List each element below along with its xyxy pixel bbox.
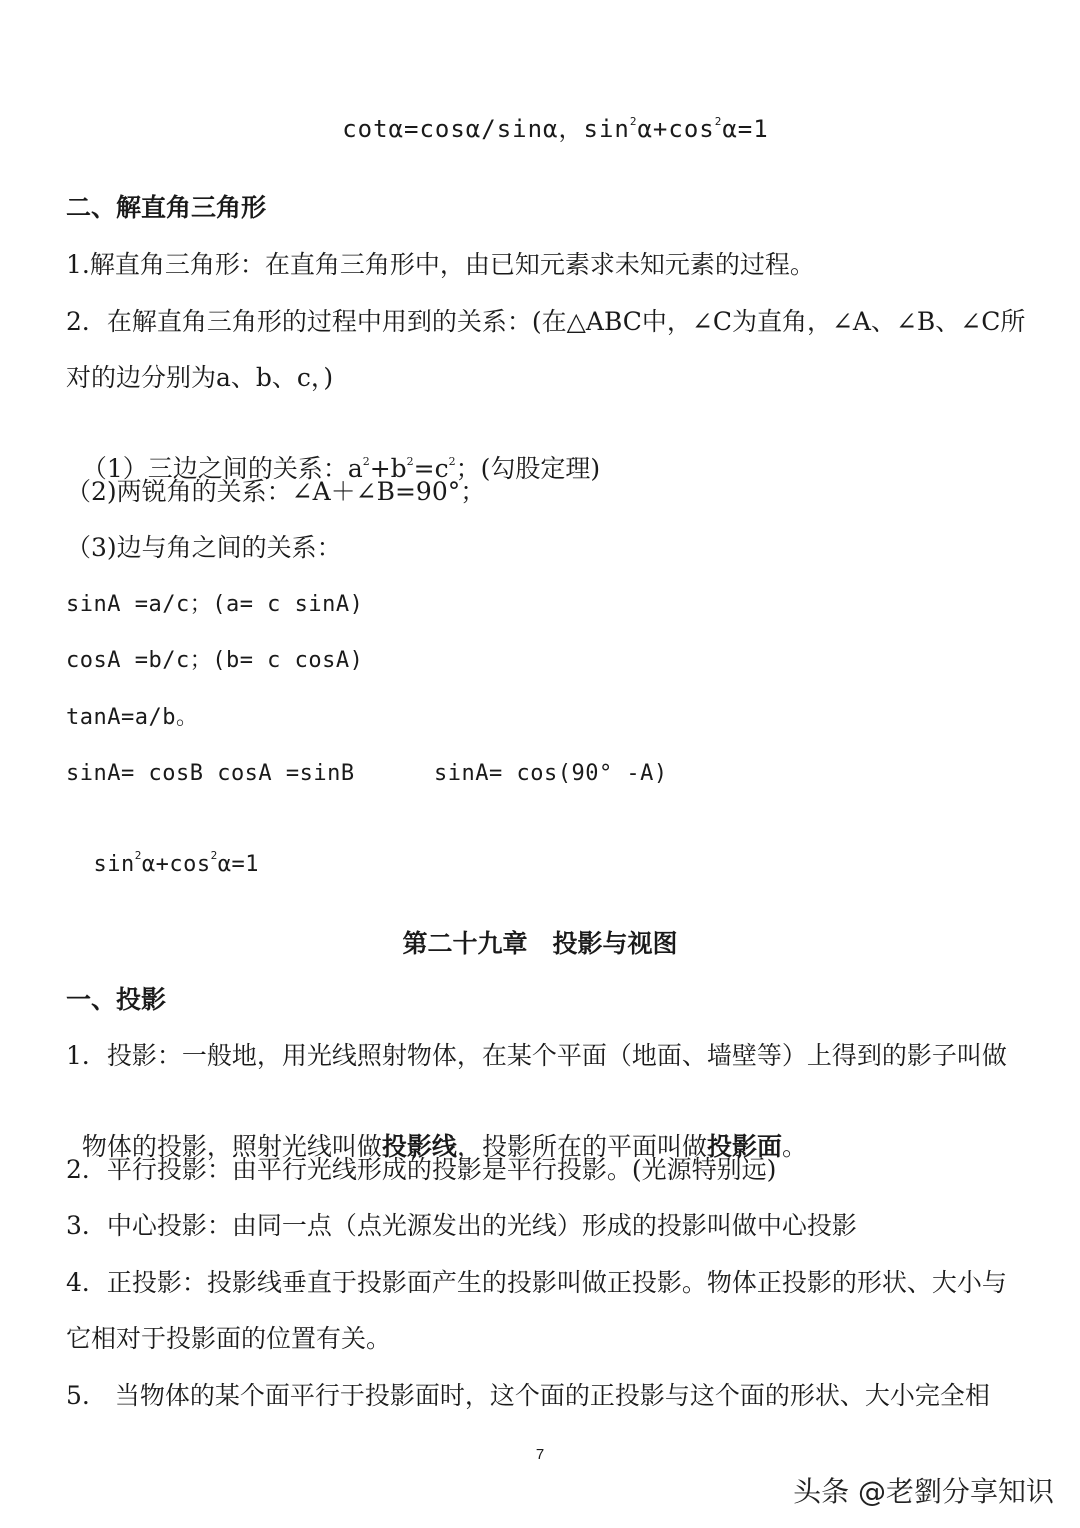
section-1-title: 一、投影 — [66, 985, 167, 1014]
formula-pythagorean — [66, 814, 259, 882]
formula-part: α=1 — [722, 115, 769, 143]
p1-text: ，投影所在的平面叫做 — [456, 1132, 707, 1161]
superscript: 2 — [362, 455, 370, 468]
superscript: 2 — [448, 455, 456, 468]
relation-2: （2)两锐角的关系：∠A＋∠B=90°； — [66, 477, 486, 506]
p3: 3．中心投影：由同一点（点光源发出的光线）形成的投影叫做中心投影 — [66, 1211, 857, 1240]
superscript: 2 — [406, 455, 414, 468]
p1-text: 物体的投影，照射光线叫做 — [81, 1132, 382, 1161]
formula-complement-left: sinA= cosB cosA =sinB — [66, 761, 355, 786]
formula-part: cotα=cosα/sinα，sin — [342, 115, 630, 143]
superscript: 2 — [714, 115, 723, 128]
superscript: 2 — [629, 115, 638, 128]
formula-sin: sinA =a/c；(a= c sinA) — [66, 592, 364, 617]
formula-cos: cosA =b/c；(b= c cosA) — [66, 648, 364, 673]
formula-part: sin — [93, 852, 135, 877]
watermark: 头条 @老劉分享知识 — [793, 1475, 1054, 1508]
relation-text: ；(勾股定理) — [455, 454, 601, 483]
p2: 2．平行投影：由平行光线形成的投影是平行投影。(光源特别远) — [66, 1155, 777, 1184]
page-number: 7 — [535, 1446, 545, 1463]
relation-text: （1）三边之间的关系：a — [81, 454, 363, 483]
formula-complement-right: sinA= cos(90° -A) — [434, 761, 668, 786]
p1-text: 。 — [781, 1132, 807, 1161]
relation-text: =c — [413, 454, 449, 483]
s2-item-1: 1.解直角三角形：在直角三角形中，由已知元素求未知元素的过程。 — [66, 250, 815, 279]
superscript: 2 — [134, 849, 142, 862]
formula-part: α+cos — [637, 115, 715, 143]
p4-line-2: 它相对于投影面的位置有关。 — [66, 1324, 392, 1353]
superscript: 2 — [210, 849, 218, 862]
top-formula — [0, 78, 1080, 146]
p5-line-1: 5. 当物体的某个面平行于投影面时，这个面的正投影与这个面的形状、大小完全相 — [66, 1381, 990, 1410]
relation-3: （3)边与角之间的关系： — [66, 533, 342, 562]
term-projection-plane: 投影面 — [706, 1132, 782, 1161]
s2-item-2-line-1: 2．在解直角三角形的过程中用到的关系：(在△ABC中，∠C为直角，∠A、∠B、∠C所 — [66, 307, 1026, 336]
chapter-title: 第二十九章 投影与视图 — [402, 929, 678, 958]
section-2-title: 二、解直角三角形 — [66, 193, 267, 222]
s2-item-2-line-2: 对的边分别为a、b、c，) — [66, 363, 334, 392]
formula-tan: tanA=a/b。 — [66, 705, 199, 730]
formula-part: α=1 — [217, 852, 259, 877]
formula-part: α+cos — [141, 852, 211, 877]
p1-line-1: 1．投影：一般地，用光线照射物体，在某个平面（地面、墙壁等）上得到的影子叫做 — [66, 1041, 1007, 1070]
p4-line-1: 4．正投影：投影线垂直于投影面产生的投影叫做正投影。物体正投影的形状、大小与 — [66, 1268, 1007, 1297]
relation-text: +b — [369, 454, 407, 483]
term-projection-line: 投影线 — [381, 1132, 457, 1161]
